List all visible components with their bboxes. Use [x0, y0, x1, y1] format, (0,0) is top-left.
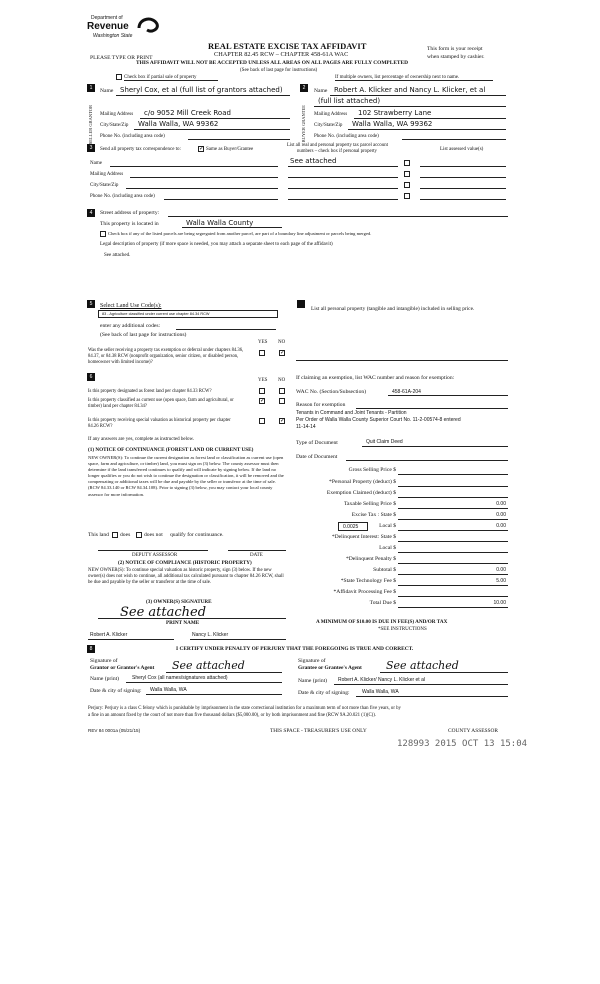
seller-name-label: Name — [100, 88, 114, 94]
does-not-checkbox[interactable] — [136, 532, 142, 538]
doc-type-value[interactable]: Quit Claim Deed — [366, 439, 403, 445]
parcel-list-label-1: List all real and personal property tax parcel account — [287, 143, 388, 148]
deputy-date-label: DATE — [250, 553, 263, 558]
tax-row-label: *State Technology Fee $ — [340, 578, 396, 584]
s3-name-label: Name — [90, 161, 102, 166]
forest-yes-checkbox[interactable] — [259, 388, 265, 394]
seller-mail-label: Mailing Address — [100, 112, 134, 117]
section-2-badge: 2 — [300, 84, 308, 92]
section-5-badge: 5 — [87, 300, 95, 308]
seller-city-value[interactable]: Walla Walla, WA 99362 — [138, 120, 219, 128]
section-6-badge: 6 — [87, 373, 95, 381]
parcel-list-label-2: numbers – check box if personal property — [297, 149, 377, 154]
buyer-city-label: City/State/Zip — [314, 123, 343, 128]
grantor-date-label: Date & city of signing: — [90, 688, 142, 694]
qualify-label: qualify for continuance. — [170, 532, 224, 538]
certify-statement: I CERTIFY UNDER PENALTY OF PERJURY THAT THE FOREGOING IS TRUE AND CORRECT. — [176, 646, 414, 652]
grantor-name-value[interactable]: Sheryl Cox (all names/signatures attached) — [132, 675, 228, 681]
treasurer-space: THIS SPACE - TREASURER'S USE ONLY — [270, 728, 367, 734]
local-rate-box[interactable] — [338, 522, 368, 531]
buyer-phone-label: Phone No. (including area code) — [314, 134, 379, 139]
tax-row-value[interactable]: 5.00 — [496, 578, 506, 584]
print-name-2[interactable]: Nancy L. Klicker — [192, 632, 229, 638]
does-label: does — [120, 532, 131, 538]
reason-line-1[interactable]: Tenants in Command and Joint Tenants - Partition — [296, 410, 407, 416]
section-7-badge — [297, 300, 305, 308]
grantee-sig-label-2: Grantee or Grantee's Agent — [298, 665, 362, 671]
doc-date-label: Date of Document — [296, 454, 338, 460]
seller-mail-value[interactable]: c/o 9052 Mill Creek Road — [144, 109, 231, 117]
located-value[interactable]: Walla Walla County — [186, 219, 254, 227]
exemption-claim-label: If claiming an exemption, list WAC number and reason for exemption: — [296, 375, 455, 381]
exemption-question: Was the seller receiving a property tax exemption or deferral under chapters 84.36, 84.37, or 84.38 RCW (nonprofit organization, senior citizen, or disabled person, homeowner with limited income)? — [88, 348, 244, 365]
s3-mail-label: Mailing Address — [90, 172, 124, 177]
buyer-name-label: Name — [314, 88, 328, 94]
buyer-name-value[interactable]: Robert A. Klicker and Nancy L. Klicker, et al — [334, 86, 486, 94]
same-as-buyer-label: Same as Buyer/Grantee — [206, 147, 254, 152]
s5-yes: YES — [258, 340, 268, 345]
s6-yes: YES — [258, 378, 268, 383]
tax-row-label: Subtotal $ — [373, 567, 396, 573]
s5-no: NO — [278, 340, 286, 345]
parcel-personal-checkbox-3[interactable] — [404, 182, 410, 188]
tax-row-label: *Delinquent Interest: State $ — [331, 534, 396, 540]
grantor-signature[interactable]: See attached — [172, 659, 245, 672]
tax-row-label: *Delinquent Penalty $ — [345, 556, 396, 562]
notice-continuance-title: (1) NOTICE OF CONTINUANCE (FOREST LAND OR CURRENT USE) — [88, 447, 254, 453]
forest-no-checkbox[interactable] — [279, 388, 285, 394]
revenue-logo — [85, 14, 165, 48]
personal-property-label: List all personal property (tangible and intangible) included in selling price. — [311, 306, 475, 312]
grantee-name-value[interactable]: Robert A. Klicker/ Nancy L. Klicker et al — [338, 677, 425, 683]
section-8-badge: 8 — [87, 645, 95, 653]
tax-row-12 — [296, 599, 508, 611]
partial-sale-checkbox[interactable] — [116, 74, 122, 80]
current-use-yes-checkbox[interactable] — [259, 398, 265, 404]
segregated-label: Check box if any of the listed parcels are being segregated from another parcel, are part of a boundary line adjustment or parcels being merged. — [108, 231, 372, 236]
s3-city-label: City/State/Zip — [90, 183, 119, 188]
does-not-label: does not — [144, 532, 163, 538]
section-1-badge: 1 — [87, 84, 95, 92]
buyer-mail-value[interactable]: 102 Strawberry Lane — [358, 109, 432, 117]
legal-description-value[interactable]: See attached. — [104, 253, 131, 258]
grantor-sig-label-1: Signature of — [90, 658, 118, 664]
buyer-side-label: BUYER GRANTEE — [301, 105, 306, 143]
wac-value[interactable]: 458-61A-204 — [392, 389, 421, 395]
notice-compliance-body: NEW OWNER(S): To continue special valuation as historic property, sign (3) below. If the new owner(s) does not wish to continue, all additional tax calculated pursuant to chapter 84.26 RCW, shall be due and payable by the seller or transferor at the time of sale. — [88, 568, 284, 586]
located-label: This property is located in — [100, 221, 159, 227]
seeback-text: (See back of last page for instructions) — [240, 68, 318, 73]
s5-seeback: (See back of last page for instructions) — [100, 332, 187, 338]
form-title: REAL ESTATE EXCISE TAX AFFIDAVIT — [208, 41, 367, 51]
perjury-line-1: Perjury: Perjury is a class C felony which is punishable by imprisonment in the state correctional institution for a maximum term of not more than five years, or by — [88, 706, 401, 711]
tax-row-value[interactable]: 10.00 — [493, 600, 506, 606]
see-instructions-note: *SEE INSTRUCTIONS — [378, 627, 427, 632]
buyer-city-value[interactable]: Walla Walla, WA 99362 — [352, 120, 433, 128]
s6-no: NO — [278, 378, 286, 383]
deputy-assessor-label: DEPUTY ASSESSOR — [132, 553, 178, 558]
grantee-date-label: Date & city of signing: — [298, 690, 350, 696]
tax-row-0 — [296, 466, 508, 478]
parcel-personal-checkbox-2[interactable] — [404, 171, 410, 177]
doc-type-label: Type of Document — [296, 440, 338, 446]
county-assessor: COUNTY ASSESSOR — [448, 728, 498, 734]
warning-text: THIS AFFIDAVIT WILL NOT BE ACCEPTED UNLESS ALL AREAS ON ALL PAGES ARE FULLY COMPLETED — [136, 60, 409, 66]
tax-row-value[interactable]: 0.00 — [496, 523, 506, 529]
notice-compliance-title: (2) NOTICE OF COMPLIANCE (HISTORIC PROPERTY) — [118, 560, 252, 566]
buyer-name-value-2[interactable]: (full list attached) — [318, 97, 381, 105]
wac-label: WAC No. (Section/Subsection) — [296, 389, 367, 395]
rev-number: REV 84 0001a (05/21/15) — [88, 728, 141, 733]
tax-row-value[interactable]: 0.00 — [496, 512, 506, 518]
please-type: PLEASE TYPE OR PRINT — [90, 55, 153, 61]
s3-phone-label: Phone No. (including area code) — [90, 194, 155, 199]
historic-question: Is this property receiving special valuation as historical property per chapter 84.26 RCW? — [88, 418, 231, 429]
local-rate-value: 0.0025 — [343, 524, 359, 530]
section-4-badge: 4 — [87, 209, 95, 217]
reason-label: Reason for exemption — [296, 402, 346, 408]
grantee-signature[interactable]: See attached — [386, 659, 459, 672]
additional-codes-label: enter any additional codes: — [100, 323, 161, 329]
current-use-no-checkbox[interactable] — [279, 398, 285, 404]
tax-row-label: Taxable Selling Price $ — [344, 501, 396, 507]
grantor-date-value[interactable]: Walla Walla, WA — [150, 687, 187, 693]
partial-sale-label: Check box if partial sale of property — [124, 75, 197, 80]
receipt-line2: when stamped by cashier. — [427, 54, 485, 60]
tax-row-label: Exemption Claimed (deduct) $ — [326, 490, 396, 496]
historic-yes-checkbox[interactable] — [259, 418, 265, 424]
current-use-question: Is this property classified as current use (open space, farm and agricultural, or timber) land per chapter 84.34? — [88, 398, 234, 409]
tax-row-label: Local $ — [379, 523, 396, 529]
historic-no-checkbox[interactable] — [279, 418, 285, 424]
reason-line-2[interactable]: Per Order of Walla Walla County Superior Court No. 11-2-00574-8 entered — [296, 417, 461, 423]
tax-row-label: Gross Selling Price $ — [348, 467, 396, 473]
notice-continuance-body: NEW OWNER(S): To continue the current designation as forest land or classification as current use (open space, farm and agriculture, or timber) land, you must sign on (3) below. The county assessor must then determine if the land transferred continues to qualify and will indicate by signing below. If the land no longer qualifies or you do not wish to continue the designation or classification, it will be removed and the compensating or additional taxes will be due and payable by the seller or transferor at the time of sale. (RCW 84.33.140 or RCW 84.34.108). Prior to signing (3) below, you may contact your local county assessor for more information. — [88, 455, 284, 497]
multiple-owners-label: If multiple owners, list percentage of ownership next to name. — [335, 75, 460, 80]
grantor-name-label: Name (print) — [90, 676, 120, 682]
tax-row-label: Total Due $ — [369, 600, 396, 606]
this-land-label: This land — [88, 532, 109, 538]
does-checkbox[interactable] — [112, 532, 118, 538]
tax-row-label: *Personal Property (deduct) $ — [329, 479, 396, 485]
grantee-date-value[interactable]: Walla Walla, WA — [362, 689, 399, 695]
tax-row-label: Excise Tax : State $ — [351, 512, 396, 518]
parcel-value[interactable]: See attached — [290, 157, 337, 165]
tax-row-value[interactable]: 0.00 — [496, 567, 506, 573]
seller-name-value[interactable]: Sheryl Cox, et al (full list of grantors attached) — [120, 86, 283, 94]
received-stamp: 128993 2015 OCT 13 15:04 — [397, 739, 528, 749]
tax-row-label: *Affidavit Processing Fee $ — [333, 589, 396, 595]
exemption-yes-checkbox[interactable] — [259, 350, 265, 356]
agency-name: Revenue — [87, 21, 129, 32]
state-name: Washington State — [93, 33, 133, 39]
forest-land-question: Is this property designated as forest land per chapter 84.33 RCW? — [88, 389, 212, 394]
tax-rows — [296, 466, 508, 616]
legal-description-label: Legal description of property (if more space is needed, you may attach a separate sheet to each page of the affidavit) — [100, 242, 333, 247]
grantee-name-label: Name (print) — [298, 678, 328, 684]
send-correspondence-label: Send all property tax correspondence to: — [100, 147, 181, 152]
reason-line-3[interactable]: 11-14-14 — [296, 424, 316, 430]
owner-signature[interactable]: See attached — [120, 605, 207, 620]
print-name-1[interactable]: Robert A. Klicker — [90, 632, 128, 638]
grantor-sig-label-2: Grantor or Grantor's Agent — [90, 665, 155, 671]
tax-row-value[interactable]: 0.00 — [496, 501, 506, 507]
section-3-badge: 3 — [87, 144, 95, 152]
tax-row-label: Local $ — [379, 545, 396, 551]
logo-swirl-icon — [135, 14, 215, 48]
land-use-select[interactable] — [98, 310, 278, 318]
land-use-label: Select Land Use Code(s): — [100, 303, 162, 309]
seller-phone-label: Phone No. (including area code) — [100, 134, 165, 139]
grantee-sig-label-1: Signature of — [298, 658, 326, 664]
perjury-line-2: a fine in an amount fixed by the court of not more than five thousand dollars ($5,000.00), or by both imprisonment and fine (RCW 9A.20.021 (1)(C)). — [88, 713, 377, 718]
dept-line: Department of — [91, 15, 123, 21]
same-as-buyer-checkbox[interactable] — [198, 146, 204, 152]
form-subtitle: CHAPTER 82.45 RCW – CHAPTER 458-61A WAC — [214, 51, 349, 58]
parcel-personal-checkbox-1[interactable] — [404, 160, 410, 166]
print-name-label: PRINT NAME — [166, 620, 200, 626]
segregated-checkbox[interactable] — [100, 231, 106, 237]
receipt-line1: This form is your receipt — [427, 46, 483, 52]
land-use-select-value: 83 - Agriculture classified under current use chapter 84.34 RCW — [102, 311, 210, 316]
exemption-no-checkbox[interactable] — [279, 350, 285, 356]
buyer-mail-label: Mailing Address — [314, 112, 348, 117]
answered-yes-note: If any answers are yes, complete as instructed below. — [88, 437, 195, 442]
owner-signature-label: (3) OWNER(S) SIGNATURE — [146, 599, 212, 605]
seller-city-label: City/State/Zip — [100, 123, 129, 128]
street-address-label: Street address of property: — [100, 210, 160, 216]
assessed-values-label: List assessed value(s) — [440, 147, 484, 152]
parcel-personal-checkbox-4[interactable] — [404, 193, 410, 199]
seller-side-label: SELLER GRANTOR — [88, 105, 93, 145]
minimum-due-note: A MINIMUM OF $10.00 IS DUE IN FEE(S) AND/OR TAX — [316, 619, 448, 625]
